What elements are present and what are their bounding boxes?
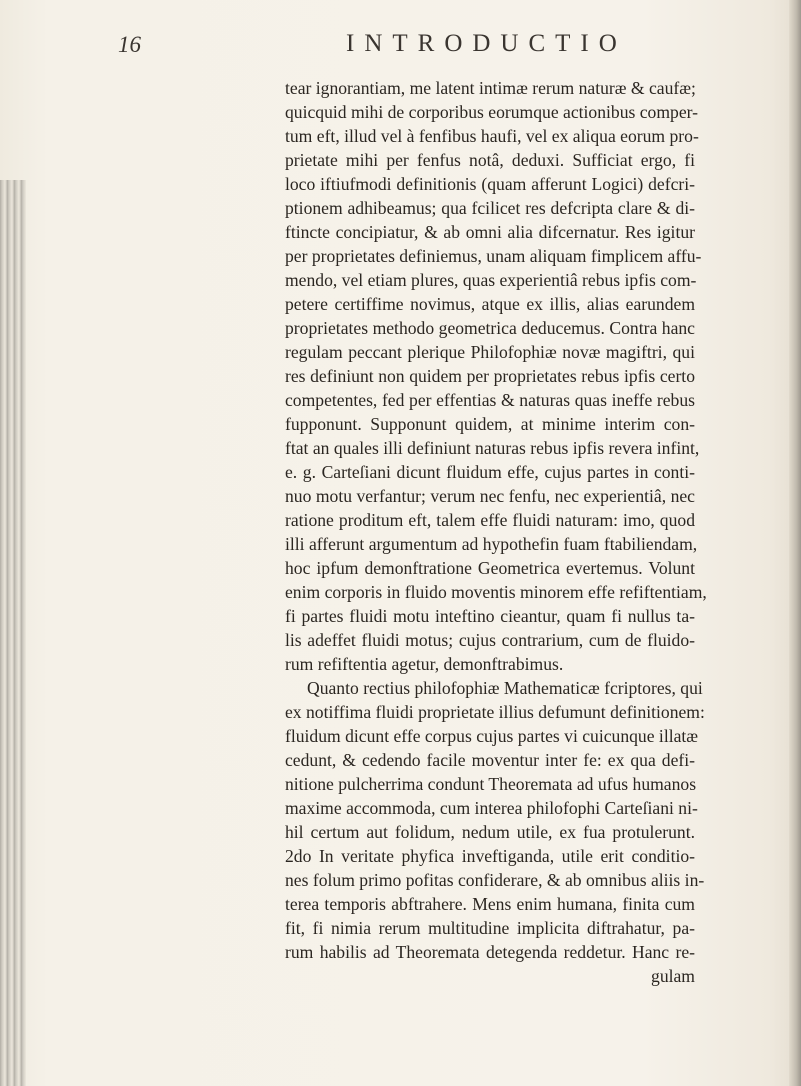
text-line: tear ignorantiam, me latent intimæ rerum naturæ & caufæ;: [285, 78, 696, 98]
binding-edge-left: [0, 180, 26, 1086]
text-line: terea temporis abftrahere. Mens enim humana, finita cum: [285, 894, 695, 914]
text-line: ftat an quales illi definiunt naturas rebus ipfis revera infint,: [285, 438, 700, 458]
text-line: enim corporis in fluido moventis minorem effe refiftentiam,: [285, 582, 707, 602]
text-line: rum habilis ad Theoremata detegenda reddetur. Hanc re-: [285, 942, 695, 962]
text-line: regulam peccant plerique Philofophiæ novæ magiftri, qui: [285, 342, 695, 362]
text-line: proprietates methodo geometrica deducemus. Contra hanc: [285, 318, 695, 338]
text-line: lis adeffet fluidi motus; cujus contrarium, cum de fluido-: [285, 630, 695, 650]
text-line: prietate mihi per fenfus notâ, deduxi. Sufficiat ergo, fi: [285, 150, 695, 170]
text-line: ex notiffima fluidi proprietate illius defumunt definitionem:: [285, 702, 705, 722]
text-line: res definiunt non quidem per proprietates rebus ipfis certo: [285, 366, 695, 386]
text-line: tum eft, illud vel à fenfibus haufi, vel ex aliqua eorum pro-: [285, 126, 699, 146]
text-line: fluidum dicunt effe corpus cujus partes vi cuicunque illatæ: [285, 726, 699, 746]
text-line: Quanto rectius philofophiæ Mathematicæ fcriptores, qui: [307, 678, 703, 698]
text-line: petere certiffime novimus, atque ex illis, alias earundem: [285, 294, 695, 314]
text-line: nes folum primo pofitas confiderare, & ab omnibus aliis in-: [285, 870, 705, 890]
text-line: mendo, vel etiam plures, quas experientiâ rebus ipfis com-: [285, 270, 697, 290]
text-line: ratione proditum eft, talem effe fluidi naturam: imo, quod: [285, 510, 695, 530]
page-number: 16: [118, 32, 141, 57]
catchword: gulam: [651, 966, 695, 986]
text-line: per proprietates definiemus, unam aliquam fimplicem affu-: [285, 246, 702, 266]
text-line: ftincte concipiatur, & ab omni alia difcernatur. Res igitur: [285, 222, 695, 242]
binding-edge-right: [789, 0, 801, 1086]
text-line: maxime accommoda, cum interea philofophi Carteſiani ni-: [285, 798, 698, 818]
text-line: nitione pulcherrima condunt Theoremata ad ufus humanos: [285, 774, 697, 794]
text-line: hil certum aut folidum, nedum utile, ex fua protulerunt.: [285, 822, 695, 842]
text-line: rum refiftentia agetur, demonftrabimus.: [285, 654, 564, 674]
text-line: ptionem adhibeamus; qua fcilicet res defcripta clare & di-: [285, 198, 695, 218]
text-line: loco iftiufmodi definitionis (quam afferunt Logici) defcri-: [285, 174, 695, 194]
text-line: nuo motu verfantur; verum nec fenfu, nec experientiâ, nec: [285, 486, 695, 506]
text-line: e. g. Carteſiani dicunt fluidum effe, cujus partes in conti-: [285, 462, 695, 482]
text-line: fupponunt. Supponunt quidem, at minime interim con-: [285, 414, 695, 434]
text-line: quicquid mihi de corporibus eorumque actionibus comper-: [285, 102, 698, 122]
text-line: illi afferunt argumentum ad hypothefin fuam ftabiliendam,: [285, 534, 698, 554]
body-text: [285, 76, 707, 988]
running-title: INTRODUCTIO: [346, 30, 627, 57]
text-line: hoc ipfum demonftratione Geometrica evertemus. Volunt: [285, 558, 695, 578]
text-line: competentes, fed per effentias & naturas quas ineffe rebus: [285, 390, 695, 410]
text-line: 2do In veritate phyfica inveftiganda, utile erit conditio-: [285, 846, 695, 866]
text-line: fi partes fluidi motu inteftino cieantur, quam fi nullus ta-: [285, 606, 695, 626]
text-line: cedunt, & cedendo facile moventur inter fe: ex qua defi-: [285, 750, 695, 770]
page-header: [118, 30, 718, 64]
text-line: fit, fi nimia rerum multitudine implicita diftrahatur, pa-: [285, 918, 695, 938]
